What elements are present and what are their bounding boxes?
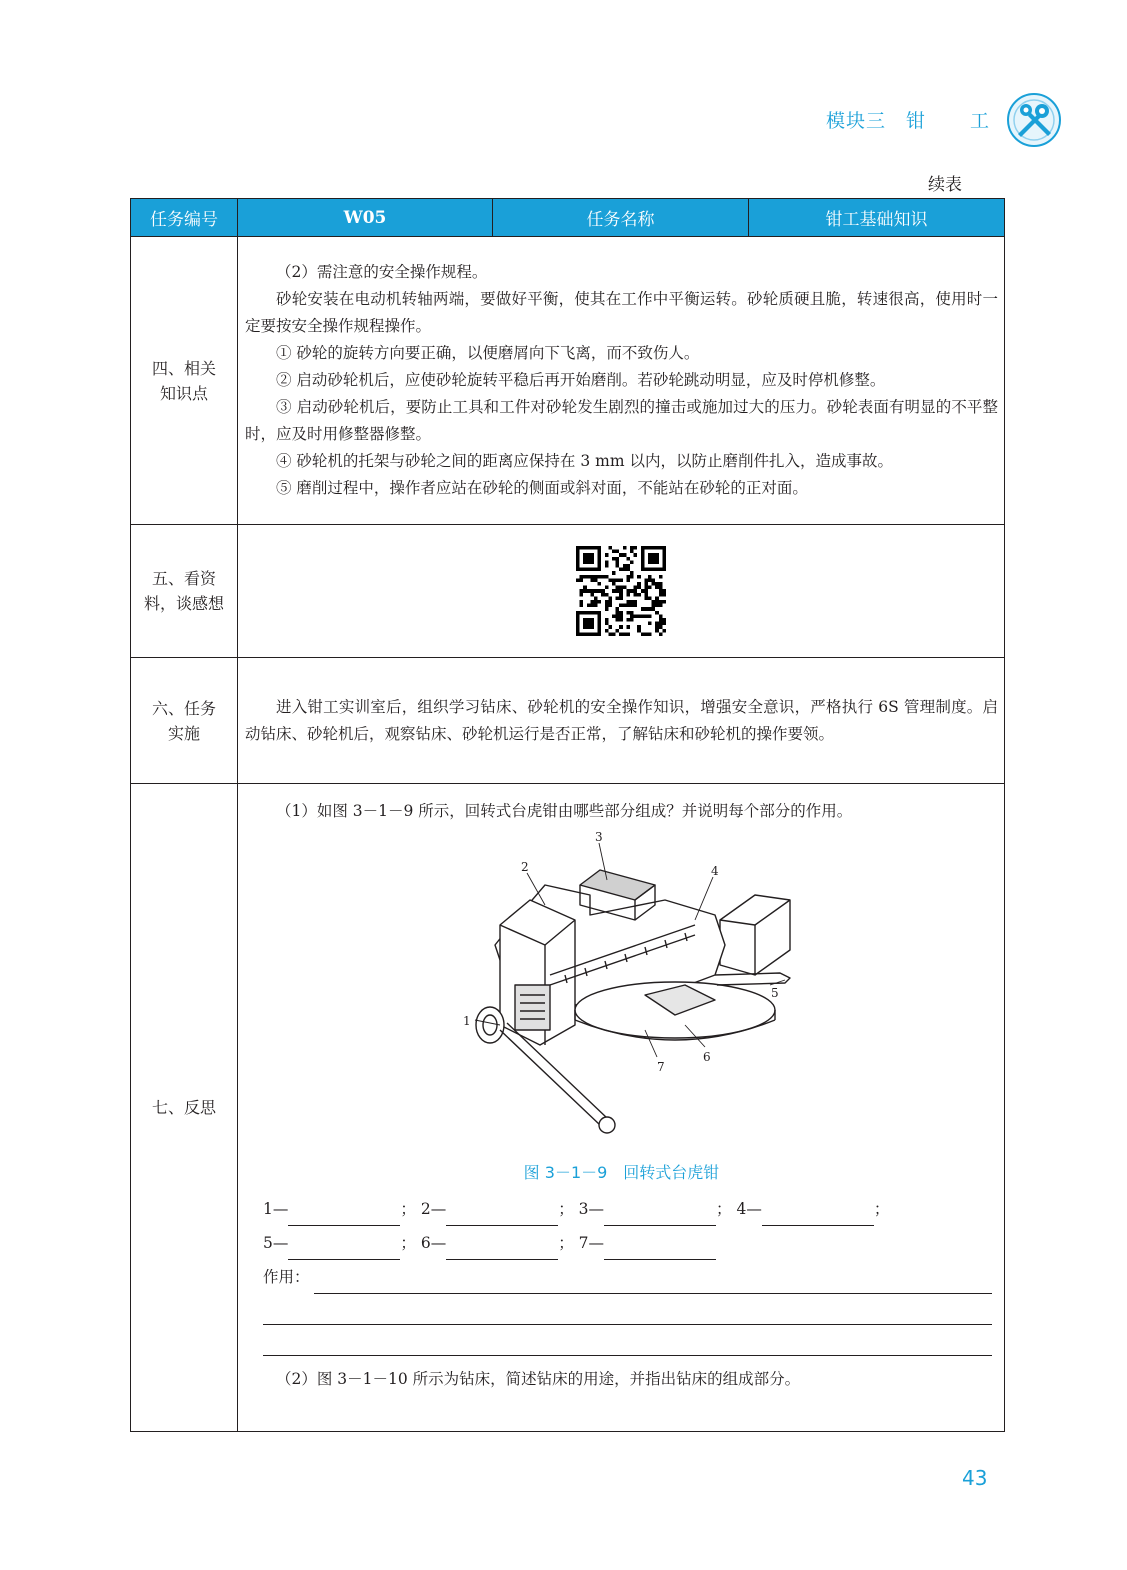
sep-5: ； [400, 1234, 416, 1252]
fill-prefix-6: 6— [420, 1234, 447, 1252]
fill-row-1 [245, 1192, 998, 1226]
blank-3[interactable] [604, 1207, 716, 1226]
materials-label-line1: 五、看资 [151, 569, 216, 588]
implementation-para: 进入钳工实训室后，组织学习钻床、砂轮机的安全操作知识，增强安全意识，严格执行 6S 管理制度。启动钻床、砂轮机后，观察钻床、砂轮机运行是否正常，了解钻床和砂轮机的操作要领。 [245, 697, 998, 743]
fill-prefix-3: 3— [578, 1200, 605, 1218]
implementation-label-line1: 六、任务 [151, 698, 216, 718]
chapter-char-1: 钳 [906, 110, 927, 132]
function-row [245, 1260, 998, 1294]
fill-prefix-4: 4— [736, 1200, 762, 1218]
sep-6: ； [558, 1234, 574, 1252]
vise-label-2: 2 [521, 860, 529, 874]
sep-1: ； [400, 1200, 416, 1218]
knowledge-content [238, 237, 1005, 525]
materials-row [131, 525, 1005, 658]
blank-4[interactable] [762, 1207, 874, 1226]
function-line[interactable] [314, 1269, 992, 1294]
reflection-question-1: （1）如图 3－1－9 所示，回转式台虎钳由哪些部分组成？并说明每个部分的作用。 [276, 802, 853, 820]
blank-6[interactable] [446, 1241, 558, 1260]
implementation-content [238, 658, 1005, 784]
vise-illustration [245, 825, 1005, 1155]
figure-caption: 图 3－1－9 回转式台虎钳 [523, 1163, 720, 1182]
vise-figure [245, 825, 998, 1155]
fill-prefix-5: 5— [263, 1234, 289, 1252]
answer-line-2[interactable] [263, 1294, 992, 1325]
knowledge-para-2: ① 砂轮的旋转方向要正确，以便磨屑向下飞离，而不致伤人。 [276, 344, 700, 362]
blank-2[interactable] [446, 1207, 558, 1226]
knowledge-para-5: ④ 砂轮机的托架与砂轮之间的距离应保持在 3 mm 以内，以防止磨削件扎入，造成事故。 [276, 452, 893, 470]
header-task-id-label: 任务编号 [131, 199, 238, 237]
reflection-row [131, 784, 1005, 1432]
blank-1[interactable] [288, 1207, 400, 1226]
answer-line-3[interactable] [263, 1325, 992, 1356]
module-name: 模块三 [826, 110, 887, 132]
implementation-row [131, 658, 1005, 784]
fill-row-2 [245, 1226, 998, 1260]
materials-content [238, 525, 1005, 658]
knowledge-para-0: （2）需注意的安全操作规程。 [276, 263, 488, 281]
blank-7[interactable] [604, 1241, 716, 1260]
table-header-row [131, 199, 1005, 237]
header-task-id-value: W05 [238, 199, 493, 237]
reflection-label: 七、反思 [131, 784, 238, 1432]
header-task-name-label: 任务名称 [493, 199, 749, 237]
function-label: 作用： [263, 1268, 310, 1286]
knowledge-para-3: ② 启动砂轮机后，应使砂轮旋转平稳后再开始磨削。若砂轮跳动明显，应及时停机修整。 [276, 371, 886, 389]
vise-label-1: 1 [463, 1014, 471, 1028]
materials-label [131, 525, 238, 658]
vise-label-4: 4 [711, 864, 719, 878]
vise-label-6: 6 [703, 1050, 711, 1064]
qr-code-icon[interactable] [576, 546, 666, 636]
sep-2: ； [558, 1200, 574, 1218]
implementation-label-line2: 实施 [167, 723, 200, 743]
knowledge-para-6: ⑤ 磨削过程中，操作者应站在砂轮的侧面或斜对面，不能站在砂轮的正对面。 [276, 479, 808, 497]
vise-label-5: 5 [771, 986, 779, 1000]
implementation-label [131, 658, 238, 784]
continued-label: 续表 [928, 175, 962, 195]
vise-label-3: 3 [595, 830, 603, 844]
fill-prefix-7: 7— [578, 1234, 605, 1252]
reflection-content [238, 784, 1005, 1432]
header-task-name-value: 钳工基础知识 [749, 199, 1005, 237]
fill-prefix-1: 1— [263, 1200, 289, 1218]
page-number: 43 [962, 1466, 988, 1490]
chapter-char-2: 工 [970, 110, 991, 132]
knowledge-label-line1: 四、相关 [151, 358, 216, 378]
sep-4: ； [873, 1200, 890, 1218]
wrench-logo-icon [1004, 90, 1064, 150]
task-table [130, 198, 1005, 1432]
knowledge-para-4: ③ 启动砂轮机后，要防止工具和工件对砂轮发生剧烈的撞击或施加过大的压力。砂轮表面有明显的不平整时，应及时用修整器修整。 [245, 398, 998, 443]
materials-label-line2: 料，谈感想 [143, 594, 224, 613]
module-title [826, 106, 990, 133]
knowledge-row [131, 237, 1005, 525]
knowledge-para-1: 砂轮安装在电动机转轴两端，要做好平衡，使其在工作中平衡运转。砂轮质硬且脆，转速很高，使用时一定要按安全操作规程操作。 [245, 290, 998, 335]
blank-5[interactable] [288, 1241, 400, 1260]
fill-prefix-2: 2— [420, 1200, 447, 1218]
knowledge-label [131, 237, 238, 525]
sep-3: ； [716, 1200, 732, 1218]
knowledge-label-line2: 知识点 [159, 383, 208, 403]
vise-label-7: 7 [657, 1060, 665, 1074]
reflection-question-2: （2）图 3－1－10 所示为钻床，简述钻床的用途，并指出钻床的组成部分。 [276, 1370, 801, 1388]
